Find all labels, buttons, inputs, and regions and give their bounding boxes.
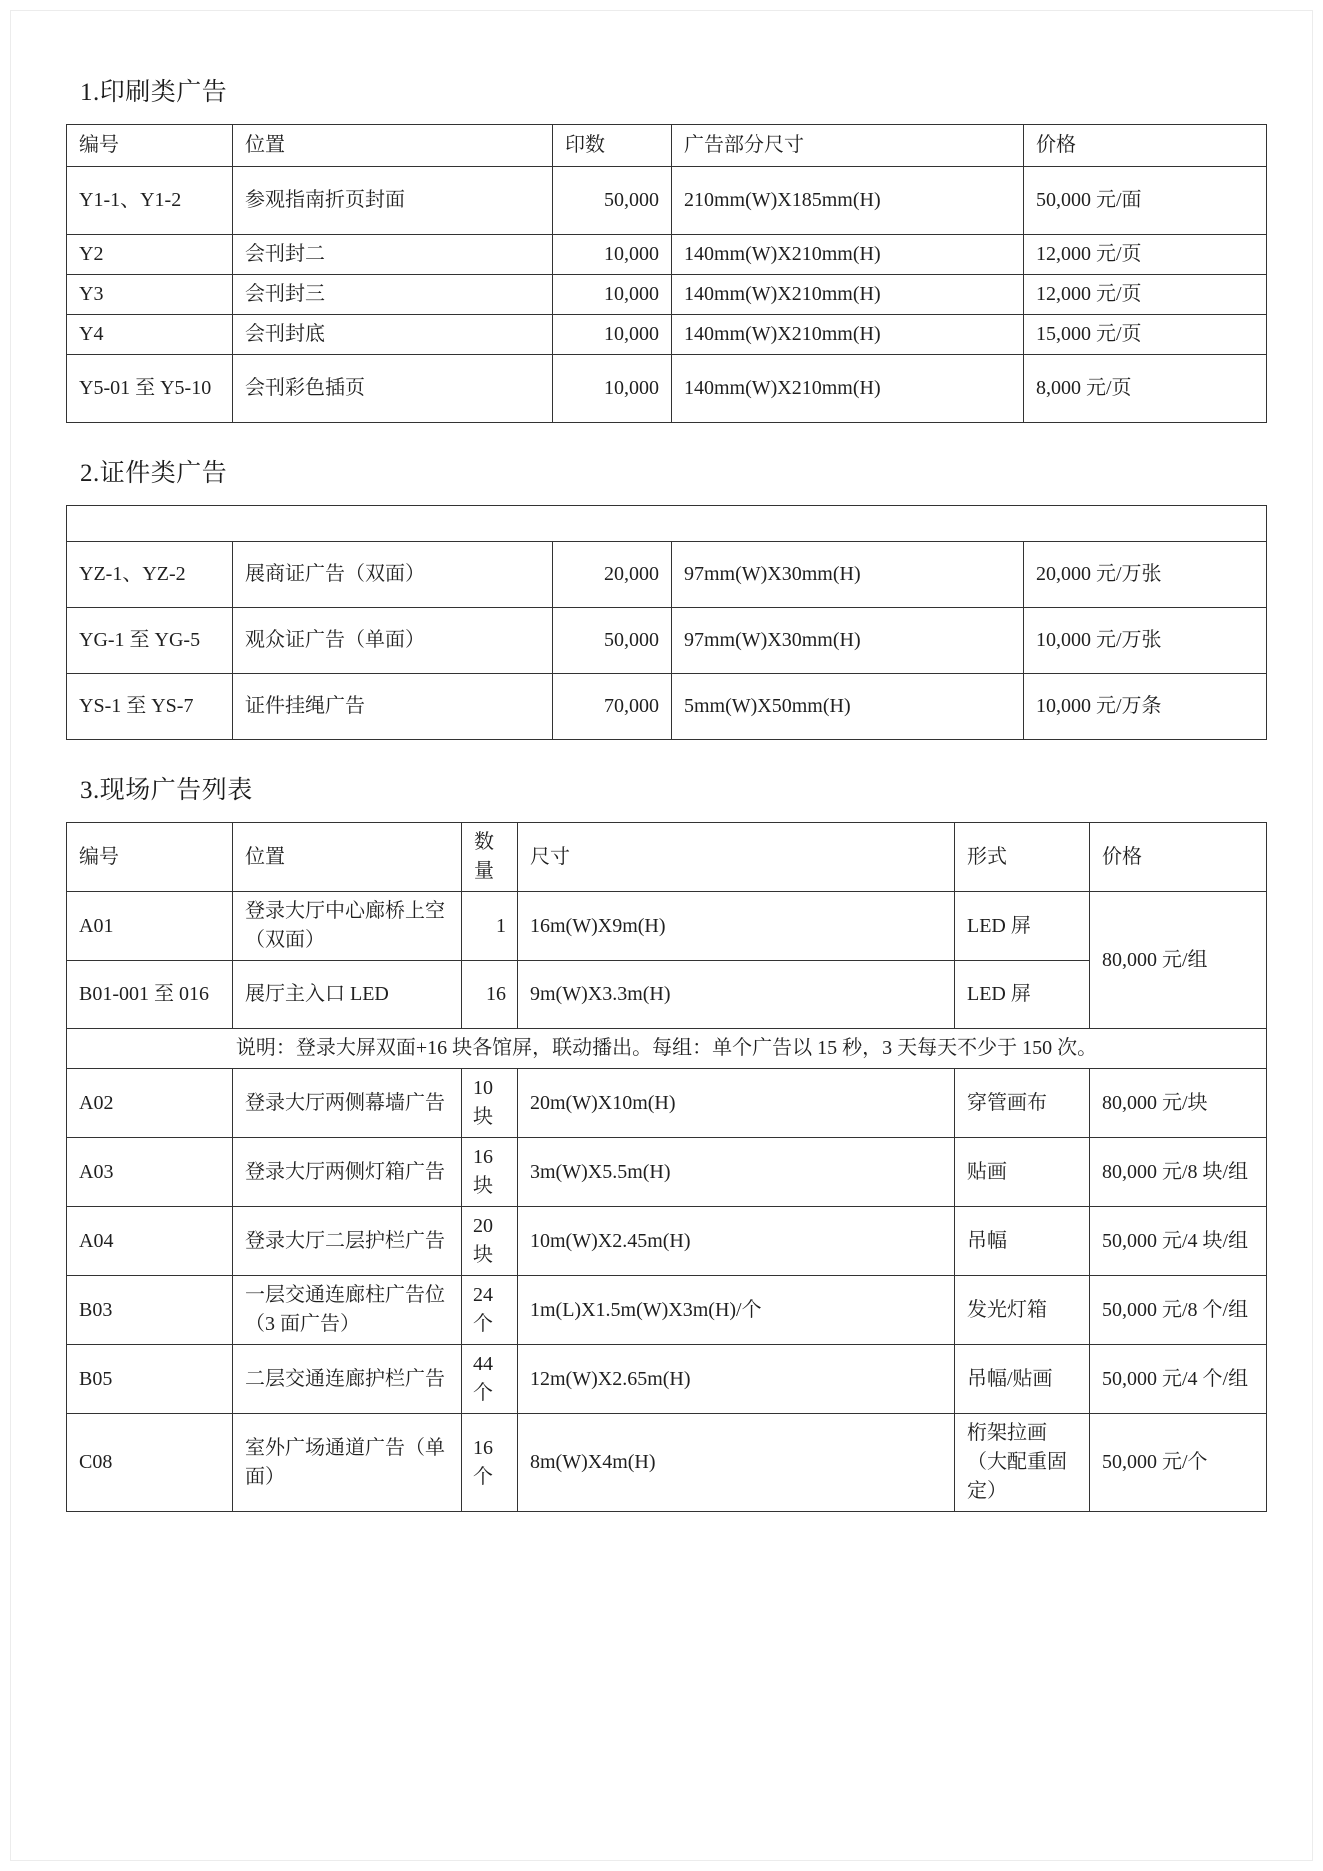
column-header: 价格	[1090, 823, 1267, 892]
section-print-ads	[66, 72, 1266, 423]
table-cell: 1	[462, 892, 518, 961]
table-cell: 50,000 元/面	[1024, 167, 1267, 235]
table-row	[67, 1138, 1267, 1207]
table-cell: 室外广场通道广告（单面）	[233, 1414, 462, 1512]
note-row	[67, 1029, 1267, 1069]
table-row	[67, 315, 1267, 355]
table-cell: LED 屏	[955, 892, 1090, 961]
table-cell: 16	[462, 961, 518, 1029]
table-cell: 吊幅/贴画	[955, 1345, 1090, 1414]
table-row	[67, 275, 1267, 315]
table-cell: 吊幅	[955, 1207, 1090, 1276]
table-cell: 80,000 元/8 块/组	[1090, 1138, 1267, 1207]
table-cell: 50,000 元/8 个/组	[1090, 1276, 1267, 1345]
table-cell	[67, 506, 1267, 542]
table-cell: C08	[67, 1414, 233, 1512]
table-cell: 5mm(W)X50mm(H)	[672, 674, 1024, 740]
table-cell: YG-1 至 YG-5	[67, 608, 233, 674]
onsite-ads-table	[66, 822, 1267, 1512]
table-cell: 20,000 元/万张	[1024, 542, 1267, 608]
table-cell: 16 块	[462, 1138, 518, 1207]
table-row	[67, 355, 1267, 423]
table-row	[67, 892, 1267, 961]
table-cell: 9m(W)X3.3m(H)	[518, 961, 955, 1029]
table-row	[67, 1414, 1267, 1512]
table-row	[67, 608, 1267, 674]
table-cell: 44 个	[462, 1345, 518, 1414]
table-cell: 10,000	[553, 315, 672, 355]
table-cell: 10,000 元/万张	[1024, 608, 1267, 674]
table-cell: 会刊封三	[233, 275, 553, 315]
table-row	[67, 1207, 1267, 1276]
table-cell: B05	[67, 1345, 233, 1414]
table-row	[67, 1345, 1267, 1414]
table-cell: 16m(W)X9m(H)	[518, 892, 955, 961]
section-title-print-ads: 1.印刷类广告	[80, 79, 228, 106]
table-cell: Y5-01 至 Y5-10	[67, 355, 233, 423]
table-cell: Y2	[67, 235, 233, 275]
table-cell: 登录大厅两侧灯箱广告	[233, 1138, 462, 1207]
table-row	[67, 961, 1267, 1029]
column-header: 位置	[233, 823, 462, 892]
column-header: 编号	[67, 125, 233, 167]
credential-ads-table	[66, 505, 1267, 740]
table-cell: 会刊封底	[233, 315, 553, 355]
print-ads-table	[66, 124, 1267, 423]
table-cell: 8,000 元/页	[1024, 355, 1267, 423]
column-header: 形式	[955, 823, 1090, 892]
header-row	[67, 125, 1267, 167]
table-cell: 登录大厅中心廊桥上空（双面）	[233, 892, 462, 961]
table-cell: B01-001 至 016	[67, 961, 233, 1029]
table-cell: 210mm(W)X185mm(H)	[672, 167, 1024, 235]
column-header: 价格	[1024, 125, 1267, 167]
table-cell: 会刊彩色插页	[233, 355, 553, 423]
table-cell: 10 块	[462, 1069, 518, 1138]
table-cell: 140mm(W)X210mm(H)	[672, 315, 1024, 355]
table-cell: 20m(W)X10m(H)	[518, 1069, 955, 1138]
table-row	[67, 674, 1267, 740]
table-cell: Y3	[67, 275, 233, 315]
table-cell: 贴画	[955, 1138, 1090, 1207]
table-cell: 桁架拉画（大配重固定）	[955, 1414, 1090, 1512]
table-cell: A02	[67, 1069, 233, 1138]
table-cell: 140mm(W)X210mm(H)	[672, 275, 1024, 315]
table-cell: 证件挂绳广告	[233, 674, 553, 740]
table-cell: A04	[67, 1207, 233, 1276]
column-header: 广告部分尺寸	[672, 125, 1024, 167]
table-cell: Y4	[67, 315, 233, 355]
table-row	[67, 167, 1267, 235]
table-cell: 97mm(W)X30mm(H)	[672, 542, 1024, 608]
table-cell: 80,000 元/组	[1090, 892, 1267, 1029]
table-cell: 97mm(W)X30mm(H)	[672, 608, 1024, 674]
table-cell: 展商证广告（双面）	[233, 542, 553, 608]
table-cell: 50,000 元/4 块/组	[1090, 1207, 1267, 1276]
table-row	[67, 235, 1267, 275]
table-cell: 1m(L)X1.5m(W)X3m(H)/个	[518, 1276, 955, 1345]
table-cell: 8m(W)X4m(H)	[518, 1414, 955, 1512]
column-header: 尺寸	[518, 823, 955, 892]
table-cell: 20 块	[462, 1207, 518, 1276]
table-cell: 16 个	[462, 1414, 518, 1512]
table-cell: YS-1 至 YS-7	[67, 674, 233, 740]
section-title-credential-ads: 2.证件类广告	[80, 460, 228, 487]
table-cell: 10,000	[553, 235, 672, 275]
table-cell: 24 个	[462, 1276, 518, 1345]
table-cell: 会刊封二	[233, 235, 553, 275]
table-cell: 3m(W)X5.5m(H)	[518, 1138, 955, 1207]
table-cell: 50,000 元/4 个/组	[1090, 1345, 1267, 1414]
header-row	[67, 823, 1267, 892]
section-title-onsite-ads: 3.现场广告列表	[80, 777, 253, 804]
table-cell: LED 屏	[955, 961, 1090, 1029]
table-cell: 80,000 元/块	[1090, 1069, 1267, 1138]
table-cell: 发光灯箱	[955, 1276, 1090, 1345]
table-cell: A03	[67, 1138, 233, 1207]
table-cell: Y1-1、Y1-2	[67, 167, 233, 235]
column-header: 位置	[233, 125, 553, 167]
table-cell: 50,000	[553, 608, 672, 674]
table-row	[67, 506, 1267, 542]
table-cell: YZ-1、YZ-2	[67, 542, 233, 608]
table-cell: 10m(W)X2.45m(H)	[518, 1207, 955, 1276]
table-cell: 50,000	[553, 167, 672, 235]
table-cell: 10,000	[553, 275, 672, 315]
table-cell: 登录大厅两侧幕墙广告	[233, 1069, 462, 1138]
table-cell: 二层交通连廊护栏广告	[233, 1345, 462, 1414]
table-row	[67, 1276, 1267, 1345]
column-header: 编号	[67, 823, 233, 892]
table-cell: 10,000 元/万条	[1024, 674, 1267, 740]
table-cell: 140mm(W)X210mm(H)	[672, 355, 1024, 423]
table-cell: 140mm(W)X210mm(H)	[672, 235, 1024, 275]
column-header: 数量	[462, 823, 518, 892]
table-cell: 70,000	[553, 674, 672, 740]
section-credential-ads	[66, 453, 1266, 740]
table-cell: 参观指南折页封面	[233, 167, 553, 235]
table-cell: 观众证广告（单面）	[233, 608, 553, 674]
table-cell: 12,000 元/页	[1024, 275, 1267, 315]
note-cell: 说明：登录大屏双面+16 块各馆屏，联动播出。每组：单个广告以 15 秒，3 天每天不少于 150 次。	[67, 1029, 1267, 1069]
table-cell: 登录大厅二层护栏广告	[233, 1207, 462, 1276]
table-cell: 50,000 元/个	[1090, 1414, 1267, 1512]
section-onsite-ads	[66, 770, 1266, 1512]
column-header: 印数	[553, 125, 672, 167]
table-cell: 穿管画布	[955, 1069, 1090, 1138]
table-cell: 15,000 元/页	[1024, 315, 1267, 355]
table-cell: 10,000	[553, 355, 672, 423]
table-cell: B03	[67, 1276, 233, 1345]
table-cell: 展厅主入口 LED	[233, 961, 462, 1029]
table-cell: 12,000 元/页	[1024, 235, 1267, 275]
table-cell: 12m(W)X2.65m(H)	[518, 1345, 955, 1414]
table-cell: 一层交通连廊柱广告位（3 面广告）	[233, 1276, 462, 1345]
table-cell: 20,000	[553, 542, 672, 608]
table-row	[67, 1069, 1267, 1138]
table-cell: A01	[67, 892, 233, 961]
table-row	[67, 542, 1267, 608]
